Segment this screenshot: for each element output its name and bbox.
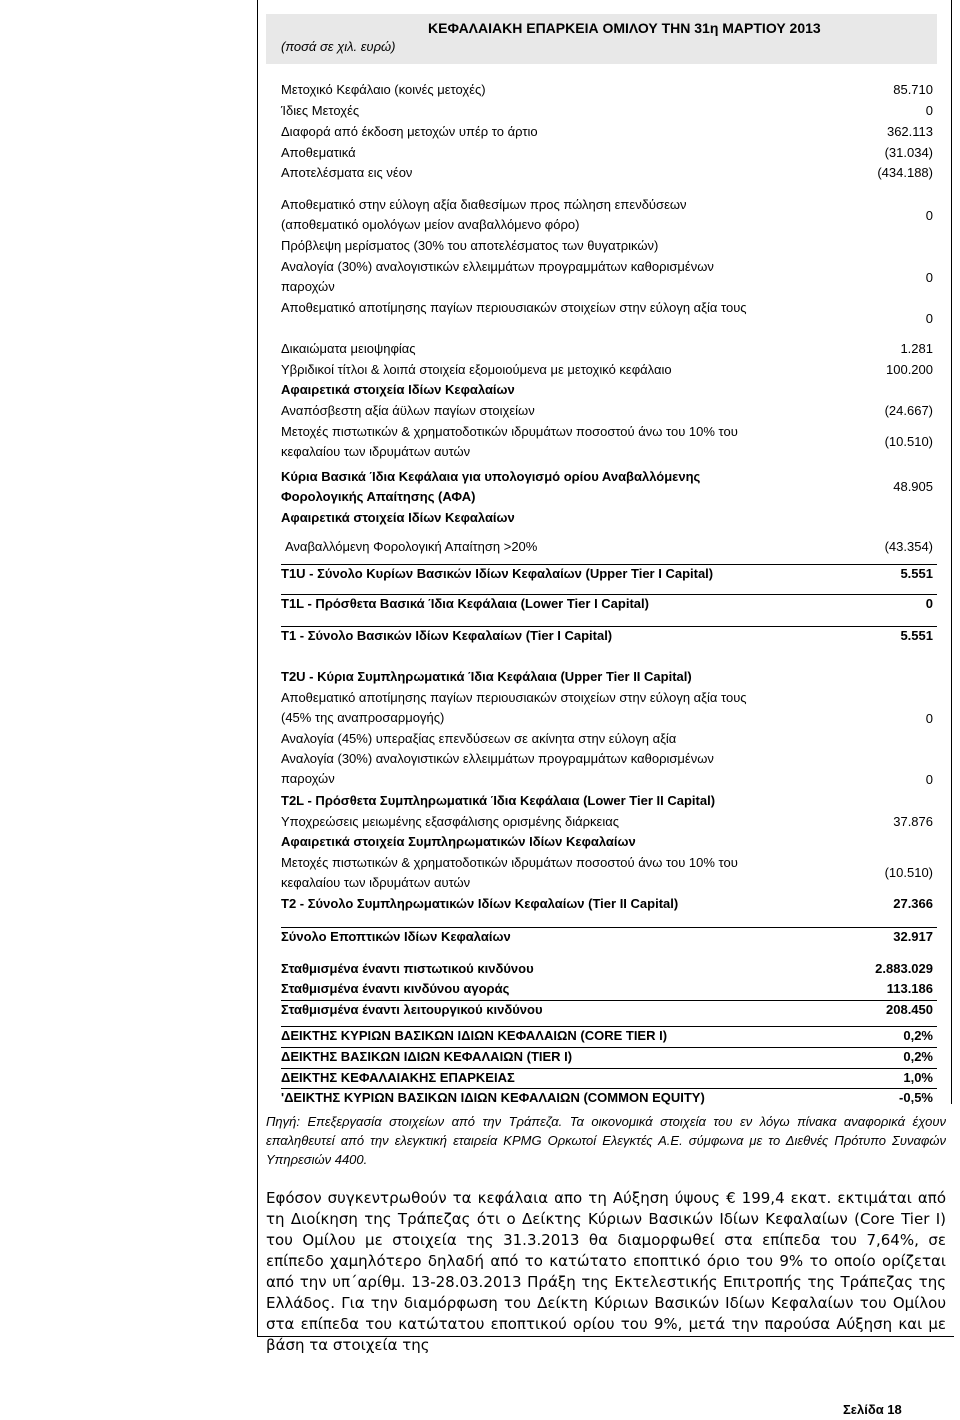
body-paragraph: Εφόσον συγκεντρωθούν τα κεφάλαια απο τη Αύξηση ύψους € 199,4 εκατ. εκτιμάται από τη Διοίκηση της Τράπεζας ότι ο Δείκτης Κύριων Βασικών Ιδίων Κεφαλαίων (Core Tier I) του Ομίλου με στοιχεία της 31.3.2013 θα διαμορφωθεί στα επίπεδα του 7,64%, σε επίπεδο χαμηλότερο δηλαδή από το κατώτατο εποπτικό όριο του 9% το οποίο ορίζεται από την υπ΄αρίθμ. 13-28.03.2013 Πράξη της Εκτελεστικής Επιτροπής της Τράπεζας της Ελλάδος. Για την διαμόρφωση του Δείκτη Κύριων Βασικών Ιδίων Κεφαλαίων του Ομίλου στα επίπεδα του κατώτατου εποπτικού ορίου του 9%, μετά την παρούσα Αύξηση και με βάση τα στοιχεία της xyxy=(266,1189,946,1354)
table-row: 'ΔΕΙΚΤΗΣ ΚΥΡΙΩΝ ΒΑΣΙΚΩΝ ΙΔΙΩΝ ΚΕΦΑΛΑΙΩΝ (COMMON EQUITY) -0,5% xyxy=(281,1088,937,1089)
table-row: ΔΕΙΚΤΗΣ ΒΑΣΙΚΩΝ ΙΔΙΩΝ ΚΕΦΑΛΑΙΩΝ (TIER I) 0,2% xyxy=(281,1047,937,1048)
table-row: Αποθεματικό στην εύλογη αξία διαθεσίμων προς πώληση επενδύσεων (αποθεματικό ομολόγων μείον αναβαλλόμενο φόρο) 0 xyxy=(281,197,933,232)
table-row: T1L - Πρόσθετα Βασικά Ίδια Κεφάλαια (Lower Tier I Capital) 0 xyxy=(281,594,937,595)
table-row: Αποθεματικό αποτίμησης παγίων περιουσιακών στοιχείων στην εύλογη αξία τους (45% της αναπροσαρμογής) 0 xyxy=(281,690,933,726)
table-row: Σύνολο Εποπτικών Ιδίων Κεφαλαίων 32.917 xyxy=(281,927,937,928)
source-note: Πηγή: Επεξεργασία στοιχείων από την Τράπεζα. Τα οικονομικά στοιχεία του εν λόγω πίνακα αναφορικά έχουν επαληθευτεί από την ελεγκτική εταιρεία KPMG Ορκωτοί Ελεγκτές Α.Ε. σύμφωνα με το Διεθνές Πρότυπο Συναφών Υπηρεσιών 4400. xyxy=(266,1114,946,1167)
table-row: Μετοχές πιστωτικών & χρηματοδοτικών ιδρυμάτων ποσοστού άνω του 10% του κεφαλαίου των ιδρυμάτων αυτών (10.510) xyxy=(281,424,933,459)
table-row: T1U - Σύνολο Κυρίων Βασικών Ιδίων Κεφαλαίων (Upper Tier I Capital) 5.551 xyxy=(281,564,937,565)
table-row: Σταθμισμένα έναντι λειτουργικού κινδύνου 208.450 xyxy=(281,1000,937,1001)
table-row: Κύρια Βασικά Ίδια Κεφάλαια για υπολογισμό ορίου Αναβαλλόμενης Φορολογικής Απαίτησης (ΑΦΑ) 48.905 xyxy=(281,469,933,504)
right-border xyxy=(951,0,952,1104)
table-row: Μετοχές πιστωτικών & χρηματοδοτικών ιδρυμάτων ποσοστού άνω του 10% του κεφαλαίου των ιδρυμάτων αυτών (10.510) xyxy=(281,855,933,890)
left-border xyxy=(257,0,258,1336)
table-row: ΔΕΙΚΤΗΣ ΚΕΦΑΛΑΙΑΚΗΣ ΕΠΑΡΚΕΙΑΣ 1,0% xyxy=(281,1068,937,1069)
table-row: Αποθεματικό αποτίμησης παγίων περιουσιακών στοιχείων στην εύλογη αξία τους 0 xyxy=(281,300,933,326)
table-row: Αναλογία (30%) αναλογιστικών ελλειμμάτων προγραμμάτων καθορισμένων παροχών 0 xyxy=(281,259,933,294)
table-unit-note: (ποσά σε χιλ. ευρώ) xyxy=(281,39,396,54)
table-row: T1 - Σύνολο Βασικών Ιδίων Κεφαλαίων (Tier I Capital) 5.551 xyxy=(281,626,937,627)
table-row: Αναλογία (30%) αναλογιστικών ελλειμμάτων προγραμμάτων καθορισμένων παροχών 0 xyxy=(281,751,933,787)
page-number: Σελίδα 18 xyxy=(843,1402,902,1417)
table-title: ΚΕΦΑΛΑΙΑΚΗ ΕΠΑΡΚΕΙΑ ΟΜΙΛΟΥ ΤΗΝ 31η ΜΑΡΤΙΟΥ 2013 xyxy=(428,20,821,36)
table-row: ΔΕΙΚΤΗΣ ΚΥΡΙΩΝ ΒΑΣΙΚΩΝ ΙΔΙΩΝ ΚΕΦΑΛΑΙΩΝ (CORE TIER I) 0,2% xyxy=(281,1026,937,1027)
